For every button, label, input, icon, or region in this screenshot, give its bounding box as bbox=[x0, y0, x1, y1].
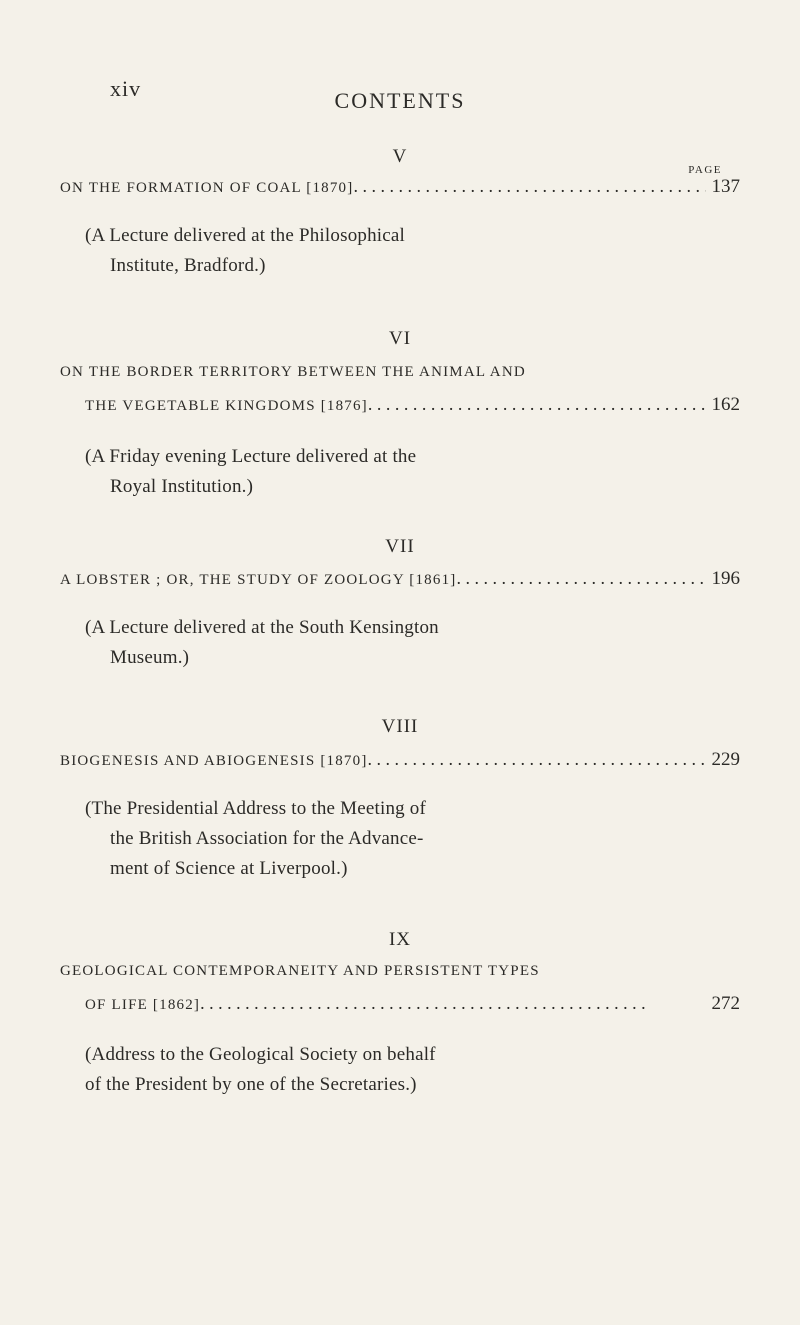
note-line: (The Presidential Address to the Meeting of bbox=[85, 798, 427, 819]
note-line: (A Friday evening Lecture delivered at the bbox=[85, 446, 417, 467]
note-line: ment of Science at Liverpool.) bbox=[110, 858, 348, 879]
page-folio: xiv bbox=[110, 76, 142, 101]
section-numeral: VI bbox=[388, 328, 412, 349]
entry-title: A LOBSTER ; OR, THE STUDY OF ZOOLOGY [1861] bbox=[60, 572, 457, 588]
section-numeral: VIII bbox=[381, 716, 419, 737]
running-head: CONTENTS bbox=[334, 88, 466, 113]
entry-page-number: 162 bbox=[711, 394, 740, 415]
toc-entry[interactable] bbox=[60, 568, 740, 598]
note-line: (A Lecture delivered at the South Kensington bbox=[85, 617, 439, 638]
entry-note bbox=[85, 221, 685, 281]
entry-page-number: 272 bbox=[711, 993, 740, 1014]
entry-title: ON THE FORMATION OF COAL [1870] bbox=[60, 180, 354, 196]
note-line: Institute, Bradford.) bbox=[110, 255, 266, 276]
entry-page-number: 137 bbox=[711, 176, 740, 197]
dot-leader bbox=[368, 749, 706, 770]
dot-leader bbox=[456, 568, 705, 589]
dot-leader bbox=[368, 394, 706, 415]
note-line: Museum.) bbox=[110, 647, 190, 668]
entry-title: ON THE BORDER TERRITORY BETWEEN THE ANIMAL AND bbox=[60, 364, 526, 380]
toc-entry[interactable] bbox=[60, 963, 740, 1023]
entry-note bbox=[85, 613, 685, 673]
note-line: the British Association for the Advance- bbox=[110, 828, 424, 849]
toc-entry[interactable] bbox=[60, 176, 740, 206]
entry-title: GEOLOGICAL CONTEMPORANEITY AND PERSISTENT TYPES bbox=[60, 963, 540, 979]
entry-title-continued: OF LIFE [1862] bbox=[85, 997, 201, 1013]
page-column-label: PAGE bbox=[688, 164, 722, 176]
note-line: Royal Institution.) bbox=[110, 476, 254, 497]
note-line: (A Lecture delivered at the Philosophical bbox=[85, 225, 406, 246]
section-numeral: IX bbox=[388, 929, 412, 950]
entry-page-number: 229 bbox=[711, 749, 740, 770]
note-line: (Address to the Geological Society on behalf bbox=[85, 1044, 436, 1065]
toc-entry[interactable] bbox=[60, 749, 740, 779]
entry-note bbox=[85, 442, 685, 502]
note-line: of the President by one of the Secretaries.) bbox=[85, 1074, 417, 1095]
entry-note bbox=[85, 794, 685, 884]
section-numeral: VII bbox=[385, 536, 415, 557]
dot-leader bbox=[200, 993, 705, 1014]
dot-leader bbox=[353, 176, 705, 197]
entry-title-continued: THE VEGETABLE KINGDOMS [1876] bbox=[85, 398, 368, 414]
entry-title: BIOGENESIS AND ABIOGENESIS [1870] bbox=[60, 753, 368, 769]
toc-entry[interactable] bbox=[60, 364, 740, 424]
entry-page-number: 196 bbox=[711, 568, 740, 589]
entry-note bbox=[85, 1040, 685, 1100]
section-numeral: V bbox=[392, 146, 408, 167]
